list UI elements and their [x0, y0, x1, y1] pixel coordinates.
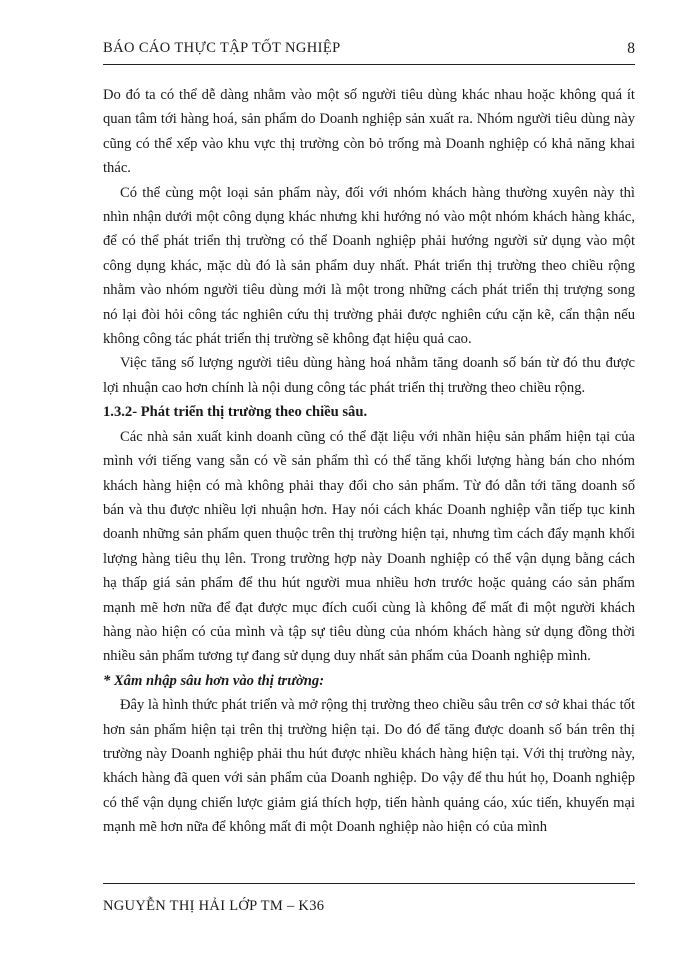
paragraph: Các nhà sản xuất kinh doanh cũng có thể đặt liệu với nhãn hiệu sản phẩm hiện tại của mình với tiếng vang sẵn có về sản phẩm thì có thể tăng khối lượng hàng bán cho nhóm khách hàng hiện có mà không phải thay đổi cho sản phẩm. Từ đó dẫn tới tăng doanh số bán và thu được nhiều lợi nhuận hơn. Hay nói cách khác Doanh nghiệp vẫn tiếp tục kinh doanh những sản phẩm quen thuộc trên thị trường hiện tại, nhưng tìm cách đẩy mạnh khối lượng hàng tiêu thụ lên. Trong trường hợp này Doanh nghiệp có thể vận dụng bằng cách hạ thấp giá sản phẩm để thu hút người mua nhiều hơn trước hoặc quảng cáo sản phẩm mạnh mẽ hơn nữa để đạt được mục đích cuối cùng là không để mất đi một người khách hàng nào hiện có của mình và tập sự tiêu dùng của nhóm khách hàng sử dụng đồng thời nhiều sản phẩm tương tự đang sử dụng duy nhất sản phẩm của Doanh nghiệp mình.: [103, 428, 635, 665]
paragraph: Việc tăng số lượng người tiêu dùng hàng hoá nhằm tăng doanh số bán từ đó thu được lợi nhuận cao hơn chính là nội dung công tác phát triển thị trường theo chiều rộng.: [103, 355, 635, 396]
subsection-heading: * Xâm nhập sâu hơn vào thị trường:: [103, 672, 325, 689]
footer-divider: [103, 883, 635, 884]
page-number: 8: [627, 40, 635, 57]
page-footer: NGUYỄN THỊ HẢI LỚP TM – K36: [103, 898, 325, 914]
paragraph: Đây là hình thức phát triển và mở rộng thị trường theo chiều sâu trên cơ sở khai thác tốt hơn sản phẩm hiện tại trên thị trường hiện tại. Do đó để tăng được doanh số bán trên thị trường này Doanh nghiệp phải thu hút được nhiều khách hàng hiện tại. Với thị trường này, khách hàng đã quen với sản phẩm của Doanh nghiệp. Do vậy để thu hút họ, Doanh nghiệp có thể vận dụng chiến lược giảm giá thích hợp, tiến hành quảng cáo, xúc tiến, khuyến mại mạnh mẽ hơn nữa để không mất đi một Doanh nghiệp nào hiện có của mình: [103, 697, 635, 836]
header-divider: [103, 64, 635, 65]
paragraph-continuation: Do đó ta có thể dễ dàng nhằm vào một số người tiêu dùng khác nhau hoặc không quá ít quan tâm tới hàng hoá, sản phẩm do Doanh nghiệp sản xuất ra. Nhóm người tiêu dùng này cũng có thể xếp vào khu vực thị trường còn bỏ trống mà Doanh nghiệp có khả năng khai thác.: [103, 87, 635, 177]
body-content: [103, 83, 635, 840]
paragraph: Có thể cùng một loại sản phẩm này, đối với nhóm khách hàng thường xuyên này thì nhìn nhận dưới một công dụng khác nhưng khi hướng nó vào một nhóm khách hàng khác, để có thể phát triển thị trường có thể Doanh nghiệp phải hướng người sử dụng vào một công dụng khác, mặc dù đó là sản phẩm duy nhất. Phát triển thị trường theo chiều rộng nhằm vào nhóm người tiêu dùng mới là một trong những cách phát triển thị trượng song nó lại đòi hỏi công tác nghiên cứu thị trường phải được nghiên cứu cặn kẽ, cẩn thận nếu không công tác phát triển thị trường sẽ không đạt hiệu quả cao.: [103, 184, 635, 348]
section-heading: 1.3.2- Phát triển thị trường theo chiều sâu.: [103, 404, 368, 421]
header-title: BÁO CÁO THỰC TẬP TỐT NGHIỆP: [103, 40, 341, 56]
page-header: [103, 40, 635, 62]
